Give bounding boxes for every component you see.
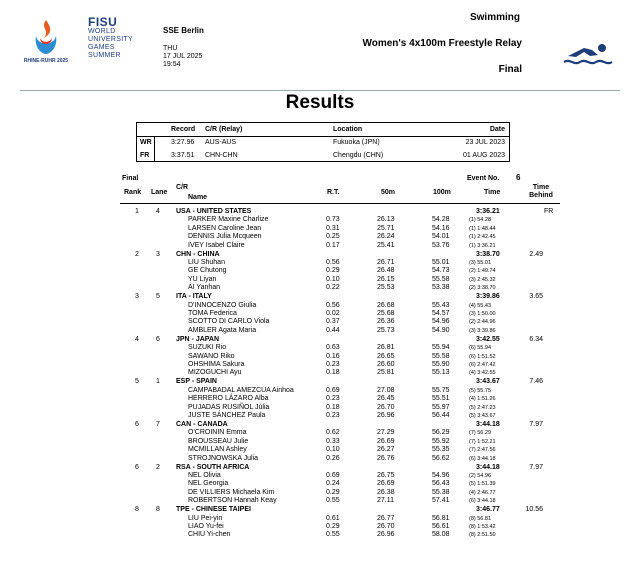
swimmer-100m: 54.96 (432, 472, 450, 479)
team-rank: 1 (135, 208, 139, 215)
swimmer-rt: 0.18 (326, 369, 340, 377)
col-time-behind (526, 184, 556, 200)
swimmer-split: (7) 2:47.56 (469, 447, 496, 454)
swimmer-split: (6) 3:44.18 (469, 498, 496, 505)
swimmer-name: BROUSSEAU Julie (188, 437, 249, 445)
record-col-header: Record (171, 126, 196, 133)
swimmer-row (0, 489, 640, 497)
location-col-header: Location (333, 126, 363, 133)
swimmer-50m: 27.29 (377, 429, 395, 437)
team-time-behind: 2.49 (529, 250, 543, 258)
swimmer-100m: 56.62 (432, 454, 450, 462)
relay-col-header: C/R (Relay) (205, 126, 243, 133)
swimmer-100m: 55.38 (432, 488, 450, 496)
swimmer-split: (3) 55.01 (469, 260, 492, 266)
swimmer-row (0, 480, 640, 488)
col-time-behind-line1: Time (532, 184, 550, 191)
time: 19:54 (163, 61, 181, 68)
swimmer-100m: 55.13 (432, 369, 450, 377)
swimmer-50m: 25.73 (377, 326, 395, 334)
swimmer-row (0, 353, 640, 361)
swimmer-row (0, 395, 640, 403)
swimmer-name: MCMILLAN Ashley (188, 446, 247, 454)
swimmer-name: MIZOGUCHI Ayu (188, 369, 242, 377)
team-name: ITA - ITALY (176, 293, 212, 301)
team-name: USA - UNITED STATES (176, 208, 252, 215)
fisu-title: FISU (88, 15, 118, 29)
record-relay: CHN-CHN (205, 152, 238, 159)
rhine-ruhr-logo-icon (28, 18, 64, 58)
swimmer-50m: 26.38 (377, 488, 395, 496)
team-rank: 6 (135, 421, 139, 428)
swimmer-name: GE Chutong (188, 267, 227, 275)
swimmer-split: (7) 1:52.21 (469, 438, 496, 445)
records-header (137, 124, 509, 136)
swimmer-rt: 0.62 (326, 429, 340, 437)
swimmer-50m: 26.70 (377, 403, 395, 411)
date-time (163, 45, 202, 69)
swimmer-name: DENNIS Julia Mcqueen (188, 233, 262, 241)
swimmer-name: NEL Olivia (188, 472, 221, 479)
col-time: Time (484, 189, 501, 196)
date: 17 JUL 2025 (163, 53, 203, 60)
event-no-label: Event No. (467, 175, 500, 182)
sport-name: Swimming (469, 12, 520, 23)
swimmer-name: CHIU Yi-chen (188, 531, 231, 539)
swimmer-split: (1) 54.28 (469, 217, 492, 224)
team-row (0, 421, 640, 429)
record-row (137, 150, 509, 162)
event-no: 6 (516, 173, 521, 182)
fisu-line: UNIVERSITY (88, 36, 134, 43)
swimmer-50m: 27.08 (377, 386, 395, 394)
swimmer-row (0, 429, 640, 437)
swimmer-100m: 55.75 (432, 386, 450, 394)
swimmer-50m: 26.13 (377, 216, 395, 224)
swimmer-name: O'CROININ Emma (188, 429, 247, 437)
swimmer-name: STROJNOWSKA Julia (188, 454, 259, 462)
team-row (0, 208, 640, 216)
team-lane: 2 (156, 463, 160, 471)
swimmer-100m: 56.29 (432, 429, 450, 437)
swimmer-row (0, 497, 640, 505)
swimmer-row (0, 242, 640, 250)
swimmer-50m: 26.96 (377, 412, 395, 419)
swimmer-50m: 26.70 (377, 523, 395, 530)
team-name: TPE - CHINESE TAIPEI (176, 506, 251, 514)
swimmer-row (0, 302, 640, 310)
swimmer-rt: 0.17 (326, 241, 340, 249)
swimmer-name: LIU Pei-yin (188, 514, 223, 522)
team-lane: 6 (156, 335, 160, 343)
swimmer-row (0, 225, 640, 233)
team-time-behind: 3.65 (529, 293, 543, 301)
record-location: Chengdu (CHN) (333, 152, 384, 159)
swimmer-50m: 25.81 (377, 369, 395, 377)
phase-name: Final (498, 64, 522, 75)
swimmer-rt: 0.73 (326, 216, 340, 224)
swimmer-split: (2) 1:49.74 (469, 268, 496, 275)
swimmer-rt: 0.29 (326, 523, 340, 530)
swimmer-name: AMBLER Agata Maria (188, 326, 257, 334)
swimmer-rt: 0.24 (326, 480, 340, 488)
swimmer-100m: 54.16 (432, 224, 450, 232)
swimmer-100m: 55.01 (432, 259, 450, 266)
swimmer-rt: 0.16 (326, 352, 340, 360)
swimmer-row (0, 327, 640, 335)
team-row (0, 336, 640, 344)
swimmer-50m: 25.41 (377, 241, 395, 249)
swimmer-50m: 26.60 (377, 361, 395, 368)
swimmer-rt: 0.56 (326, 301, 340, 309)
team-time-behind: 7.46 (529, 378, 543, 386)
swimmer-rt: 0.55 (326, 497, 340, 505)
swimmer-rt: 0.10 (326, 446, 340, 454)
team-time-behind: 10.56 (525, 506, 543, 514)
team-rank: 2 (135, 250, 139, 258)
swimmer-100m: 54.57 (432, 310, 450, 317)
swimmer-100m: 55.58 (432, 352, 450, 360)
swimmer-row (0, 310, 640, 318)
swimmer-row (0, 412, 640, 420)
swimmer-split: (6) 2:47.42 (469, 362, 496, 368)
swimmer-split: (5) 55.75 (469, 387, 492, 394)
swimmer-50m: 26.75 (377, 472, 395, 479)
swimmer-rt: 0.69 (326, 386, 340, 394)
team-name: JPN - JAPAN (176, 335, 220, 343)
swimmer-name: LIAO Yu-fei (188, 523, 224, 530)
swimmer-100m: 55.43 (432, 301, 450, 309)
swimmer-100m: 54.28 (432, 216, 450, 224)
team-lane: 8 (156, 506, 160, 514)
swimmer-rt: 0.29 (326, 488, 340, 496)
logo-caption: RHINE-RUHR 2025 (23, 58, 69, 64)
swimmer-name: TOMA Federica (188, 310, 237, 317)
team-row (0, 464, 640, 472)
swimmer-100m: 55.94 (432, 344, 450, 352)
swimmer-split: (5) 1:51.39 (469, 481, 496, 488)
swimmer-name: JUSTE SÁNCHEZ Paula (188, 412, 266, 419)
swimmer-name: OHSHIMA Sakura (188, 361, 245, 368)
swimmer-row (0, 267, 640, 275)
swimmer-name: LIU Shuhan (188, 259, 225, 266)
swimmer-row (0, 216, 640, 224)
team-lane: 1 (156, 378, 160, 386)
swimmer-split: (4) 1:51.26 (469, 396, 496, 403)
swimmer-split: (5) 3:43.67 (469, 413, 496, 419)
team-time: 3:42.55 (476, 335, 500, 343)
swimmer-100m: 55.58 (432, 275, 450, 283)
swimmer-split: (7) 56.29 (469, 430, 492, 437)
team-row (0, 251, 640, 259)
page-title: Results (285, 92, 355, 113)
swimmer-50m: 26.81 (377, 344, 395, 352)
swimmer-split: (6) 1:51.52 (469, 353, 496, 360)
col-rt: R.T. (327, 189, 340, 196)
col-name: Name (188, 194, 208, 201)
team-time: 3:38.70 (476, 250, 500, 258)
swimmer-rt: 0.25 (326, 233, 340, 241)
records-table (136, 122, 510, 162)
swimmer-rt: 0.31 (326, 224, 340, 232)
team-name: ESP - SPAIN (176, 378, 217, 386)
swimmer-name: YU Liyan (188, 275, 217, 283)
team-name: CAN - CANADA (176, 421, 228, 428)
swimmer-50m: 26.27 (377, 446, 395, 454)
team-name: CHN - CHINA (176, 250, 220, 258)
swimmer-row (0, 515, 640, 523)
col-time-behind-line2: Behind (529, 192, 553, 199)
swimmer-name: SAWANO Riko (188, 352, 235, 360)
swimmer-row (0, 284, 640, 292)
swimmer-rt: 0.37 (326, 318, 340, 326)
swimmer-rt: 0.02 (326, 310, 340, 317)
team-row (0, 506, 640, 514)
team-lane: 7 (156, 421, 160, 428)
col-lane: Lane (151, 189, 168, 196)
swimmer-name: DE VILLIERS Michaela Kim (188, 488, 275, 496)
swimmer-100m: 56.43 (432, 480, 450, 488)
swimmer-row (0, 455, 640, 463)
swimmer-100m: 58.08 (432, 531, 450, 539)
record-type: FR (140, 152, 150, 159)
swimmer-name: ROBERTSON Hannah Keay (188, 497, 277, 505)
col-cr: C/R (176, 184, 189, 191)
table-phase: Final (122, 175, 139, 182)
day: THU (163, 45, 178, 52)
swimmer-100m: 55.51 (432, 395, 450, 403)
team-record: FR (544, 208, 554, 215)
team-name: RSA - SOUTH AFRICA (176, 463, 250, 471)
swimmer-split: (3) 2:45.32 (469, 276, 496, 283)
venue: SSE Berlin (163, 26, 204, 35)
team-rank: 8 (135, 506, 139, 514)
swimmer-split: (2) 2:44.96 (469, 319, 496, 326)
swimmer-50m: 25.53 (377, 284, 395, 292)
swimmer-rt: 0.63 (326, 344, 340, 352)
swimmer-rt: 0.23 (326, 395, 340, 403)
swimmer-rt: 0.23 (326, 412, 340, 419)
swimmer-split: (2) 54.96 (469, 473, 492, 479)
team-time: 3:44.18 (476, 421, 500, 428)
swimmer-split: (4) 3:42.55 (469, 370, 496, 377)
swimmer-name: NEL Georgia (188, 480, 229, 488)
swimmer-name: SUZUKI Rio (188, 344, 227, 352)
swimmer-50m: 26.68 (377, 301, 395, 309)
swimmer-split: (4) 2:46.77 (469, 489, 496, 496)
swimmer-split: (2) 3:38.70 (469, 285, 496, 292)
team-time: 3:44.18 (476, 463, 500, 471)
swimmer-row (0, 438, 640, 446)
swimmer-50m: 26.36 (377, 318, 395, 326)
record-time: 3:37.51 (171, 152, 195, 159)
col-100m: 100m (433, 189, 451, 196)
swimmer-50m: 26.71 (377, 259, 395, 266)
swimmer-split: (5) 2:47.23 (469, 404, 496, 411)
swimmer-row (0, 369, 640, 377)
swimmer-name: CAMPABADAL AMEZCUA Ainhoa (188, 386, 294, 394)
record-location: Fukuoka (JPN) (333, 139, 380, 146)
swimmer-name: PARKER Maxine Charlize (188, 216, 269, 224)
swimmer-50m: 26.15 (377, 275, 395, 283)
swimmer-row (0, 276, 640, 284)
team-lane: 3 (156, 250, 160, 258)
fisu-line: WORLD (88, 28, 116, 35)
swimmer-rt: 0.55 (326, 531, 340, 539)
swimmer-rt: 0.33 (326, 437, 340, 445)
swimmer-split: (3) 3:39.86 (469, 327, 496, 334)
swimmer-row (0, 523, 640, 531)
team-time-behind: 7.97 (529, 421, 543, 428)
record-row (137, 137, 509, 149)
team-rank: 6 (135, 463, 139, 471)
swimmer-rt: 0.22 (326, 284, 340, 292)
swimmer-rt: 0.26 (326, 454, 340, 462)
swimmer-name: AI Yanhan (188, 284, 221, 292)
record-relay: AUS-AUS (205, 139, 237, 146)
swimmer-100m: 55.35 (432, 446, 450, 454)
team-row (0, 378, 640, 386)
swimmer-row (0, 404, 640, 412)
swimmer-50m: 26.48 (377, 267, 395, 275)
team-time: 3:43.67 (476, 378, 500, 386)
team-time-behind: 7.97 (529, 463, 543, 471)
swimmer-50m: 26.76 (377, 454, 395, 462)
swimmer-split: (1) 3:36.21 (469, 242, 496, 249)
swimmer-split: (8) 2:51.50 (469, 532, 496, 539)
swimmer-50m: 25.68 (377, 310, 395, 317)
swimmer-rt: 0.18 (326, 403, 340, 411)
team-row (0, 293, 640, 301)
swimmer-100m: 56.61 (432, 523, 450, 530)
event-name: Women's 4x100m Freestyle Relay (362, 38, 522, 49)
team-time-behind: 6.34 (529, 335, 543, 343)
team-rank: 4 (135, 335, 139, 343)
swimmer-name: IVEY Isabel Claire (188, 241, 245, 249)
swimmer-split: (8) 1:53.42 (469, 524, 496, 530)
swimmer-name: HERRERO LÁZARO Alba (188, 395, 269, 403)
record-date: 01 AUG 2023 (462, 152, 505, 159)
swimmer-100m: 55.97 (432, 403, 450, 411)
swimmer-row (0, 361, 640, 369)
record-time: 3:27.96 (171, 139, 195, 146)
swimmer-rt: 0.44 (326, 326, 340, 334)
swimmer-row (0, 531, 640, 539)
swimmer-split: (3) 1:50.00 (469, 311, 496, 317)
swimmer-row (0, 387, 640, 395)
swimmer-50m: 26.45 (377, 395, 395, 403)
fisu-line: GAMES (88, 44, 115, 51)
swimmer-rt: 0.23 (326, 361, 340, 368)
swimmer-name: LARSEN Caroline Jean (188, 224, 262, 232)
swimmer-50m: 27.11 (377, 497, 394, 505)
team-lane: 5 (156, 293, 160, 301)
swimmer-split: (6) 3:44.18 (469, 455, 496, 462)
swimmer-100m: 55.90 (432, 361, 450, 368)
team-time: 3:36.21 (476, 208, 500, 215)
fisu-logo (88, 16, 168, 60)
swimmer-100m: 53.38 (432, 284, 450, 292)
swimmer-50m: 26.24 (377, 233, 395, 241)
swimmer-50m: 25.71 (377, 224, 395, 232)
swimmer-split: (6) 55.94 (469, 345, 492, 352)
swimmer-100m: 57.41 (432, 497, 450, 505)
swimmer-split: (1) 2:42.45 (469, 234, 496, 241)
swimmer-100m: 53.76 (432, 241, 450, 249)
swimmer-rt: 0.69 (326, 472, 340, 479)
swimmer-100m: 55.92 (432, 437, 450, 445)
team-rank: 5 (135, 378, 139, 386)
swimmer-name: D'INNOCENZO Giulia (188, 301, 257, 309)
swimmer-rt: 0.61 (326, 514, 340, 522)
swimmer-100m: 54.73 (432, 267, 450, 275)
record-date: 23 JUL 2023 (465, 139, 505, 146)
team-time: 3:39.86 (476, 293, 500, 301)
swimmer-icon (562, 40, 614, 70)
swimmer-rt: 0.10 (326, 275, 340, 283)
swimmer-row (0, 446, 640, 454)
record-type: WR (140, 139, 152, 146)
swimmer-row (0, 259, 640, 267)
swimmer-100m: 54.90 (432, 326, 450, 334)
swimmer-split: (1) 1:48.44 (469, 225, 496, 232)
swimmer-50m: 26.96 (377, 531, 395, 539)
swimmer-row (0, 233, 640, 241)
swimmer-row (0, 472, 640, 480)
team-lane: 4 (156, 208, 160, 215)
swimmer-rt: 0.29 (326, 267, 340, 275)
swimmer-split: (4) 55.43 (469, 302, 492, 309)
header-divider (20, 90, 620, 91)
team-time: 3:46.77 (476, 506, 500, 514)
swimmer-rt: 0.56 (326, 259, 340, 266)
team-rank: 3 (135, 293, 139, 301)
swimmer-split: (8) 56.81 (469, 515, 492, 522)
swimmer-row (0, 344, 640, 352)
swimmer-100m: 56.81 (432, 514, 450, 522)
swimmer-50m: 26.77 (377, 514, 395, 522)
fisu-line: SUMMER (88, 52, 121, 59)
swimmer-50m: 26.65 (377, 352, 395, 360)
swimmer-name: SCOTTO DI CARLO Viola (188, 318, 270, 326)
swimmer-name: PUJADAS RUSIÑOL Júlia (188, 403, 270, 411)
col-50m: 50m (381, 189, 396, 196)
date-col-header: Date (489, 126, 505, 133)
swimmer-50m: 26.69 (377, 437, 395, 445)
swimmer-100m: 54.96 (432, 318, 450, 326)
swimmer-row (0, 318, 640, 326)
col-rank: Rank (124, 189, 142, 196)
table-header-rule (120, 203, 560, 204)
swimmer-100m: 54.01 (432, 233, 450, 241)
swimmer-50m: 26.69 (377, 480, 395, 488)
swimmer-100m: 56.44 (432, 412, 450, 419)
